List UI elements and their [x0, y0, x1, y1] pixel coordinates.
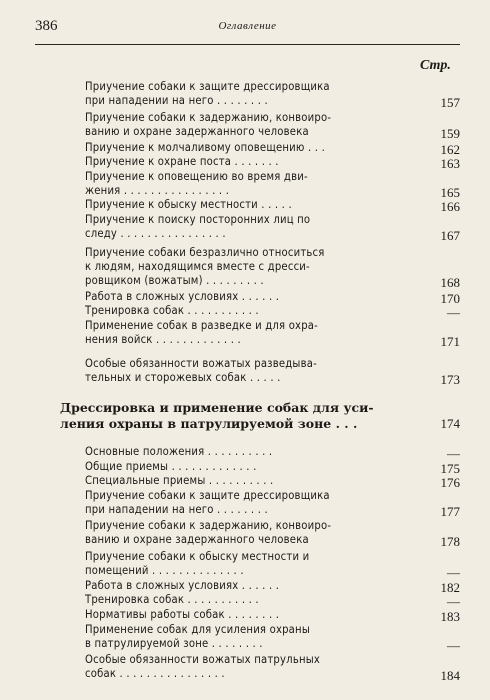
toc-entry-page: 171 — [440, 334, 460, 349]
toc-entry — [85, 319, 410, 347]
toc-entry — [85, 593, 410, 607]
page-column-heading: Стр. — [420, 58, 451, 73]
toc-entry — [85, 550, 410, 578]
toc-entry-page: 177 — [440, 504, 460, 519]
toc-entry-title: Особые обязанности вожатых патрульных собак . . . . . . . . . . . . . . . . — [85, 653, 321, 680]
section-heading: Дрессировка и применение собак для уси- ления охраны в патрулируемой зоне . . . — [60, 400, 374, 431]
toc-entry — [85, 304, 410, 318]
toc-entry — [85, 357, 410, 385]
toc-entry-title: Работа в сложных условиях . . . . . . — [85, 579, 280, 592]
toc-entry — [85, 290, 410, 304]
toc-entry-page: — — [447, 638, 460, 653]
toc-entry — [85, 170, 410, 198]
toc-entry-title: Тренировка собак . . . . . . . . . . . — [85, 304, 259, 317]
page-header — [35, 18, 460, 40]
toc-entry-page: 168 — [440, 275, 460, 290]
toc-entry-title: Приучение собаки к задержанию, конвоиро- ванию и охране задержанного человека — [85, 111, 332, 138]
toc-entry-title: Работа в сложных условиях . . . . . . — [85, 290, 280, 303]
toc-entry — [85, 460, 410, 474]
section-page: 174 — [440, 416, 460, 431]
toc-entry — [85, 246, 410, 288]
toc-entry — [85, 141, 410, 155]
toc-entry-page: 162 — [440, 142, 460, 157]
toc-entry — [85, 155, 410, 169]
toc-entry-title: Приучение к охране поста . . . . . . . — [85, 155, 279, 168]
toc-entry-page: 157 — [440, 95, 460, 110]
toc-entry-title: Приучение к оповещению во время дви- жения . . . . . . . . . . . . . . . . — [85, 170, 308, 197]
toc-entry-page: 163 — [440, 156, 460, 171]
toc-entry-page: — — [447, 594, 460, 609]
toc-entry-title: Приучение собаки к задержанию, конвоиро- ванию и охране задержанного человека — [85, 519, 332, 546]
toc-entry — [85, 489, 410, 517]
toc-entry — [85, 579, 410, 593]
toc-entry-title: Приучение к поиску посторонних лиц по следу . . . . . . . . . . . . . . . . — [85, 213, 311, 240]
toc-entry-page: — — [447, 446, 460, 461]
toc-entry-page: 182 — [440, 580, 460, 595]
header-rule — [35, 44, 460, 45]
toc-entry-title: Общие приемы . . . . . . . . . . . . . — [85, 460, 257, 473]
toc-entry-page: 170 — [440, 291, 460, 306]
toc-entry-title: Основные положения . . . . . . . . . . — [85, 445, 273, 458]
toc-entry-title: Специальные приемы . . . . . . . . . . — [85, 474, 274, 487]
toc-entry-title: Применение собак для усиления охраны в патрулируемой зоне . . . . . . . . — [85, 623, 310, 650]
toc-entry-title: Приучение к обыску местности . . . . . — [85, 198, 292, 211]
toc-entry — [85, 608, 410, 622]
toc-entry-title: Приучение собаки к защите дрессировщика при нападении на него . . . . . . . . — [85, 80, 330, 107]
toc-entry-page: 183 — [440, 609, 460, 624]
toc-entry-page: 167 — [440, 228, 460, 243]
toc-entry-title: Приучение к молчаливому оповещению . . . — [85, 141, 325, 154]
toc-entry-page: 176 — [440, 475, 460, 490]
toc-entry-page: 175 — [440, 461, 460, 476]
toc-entry-title: Нормативы работы собак . . . . . . . . — [85, 608, 280, 621]
toc-entry-page: 165 — [440, 185, 460, 200]
toc-entry-title: Приучение собаки к обыску местности и помещений . . . . . . . . . . . . . . — [85, 550, 310, 577]
running-title: Оглавление — [218, 20, 277, 32]
toc-entry — [85, 445, 410, 459]
toc-entry-page: — — [447, 565, 460, 580]
toc-entry — [85, 213, 410, 241]
toc-entry-title: Приучение собаки к защите дрессировщика при нападении на него . . . . . . . . — [85, 489, 330, 516]
toc-entry — [85, 623, 410, 651]
toc-entry-page: 166 — [440, 199, 460, 214]
toc-entry-page: — — [447, 305, 460, 320]
toc-entry — [85, 111, 410, 139]
toc-entry — [85, 519, 410, 547]
toc-entry-title: Тренировка собак . . . . . . . . . . . — [85, 593, 259, 606]
toc-entry — [85, 653, 410, 681]
toc-entry-title: Особые обязанности вожатых разведыва- тельных и сторожевых собак . . . . . — [85, 357, 317, 384]
toc-entry — [85, 198, 410, 212]
toc-entry — [85, 474, 410, 488]
toc-entry-page: 159 — [440, 126, 460, 141]
toc-entry-page: 178 — [440, 534, 460, 549]
toc-entry-page: 173 — [440, 372, 460, 387]
toc-entry-title: Приучение собаки безразлично относиться к людям, находящимся вместе с дресси- ровщиком (вожатым) . . . . . . . . . — [85, 246, 325, 287]
page-number: 386 — [35, 18, 58, 34]
toc-entry-title: Применение собак в разведке и для охра- нения войск . . . . . . . . . . . . . — [85, 319, 318, 346]
toc-entry — [85, 80, 410, 108]
toc-entry-page: 184 — [440, 668, 460, 683]
